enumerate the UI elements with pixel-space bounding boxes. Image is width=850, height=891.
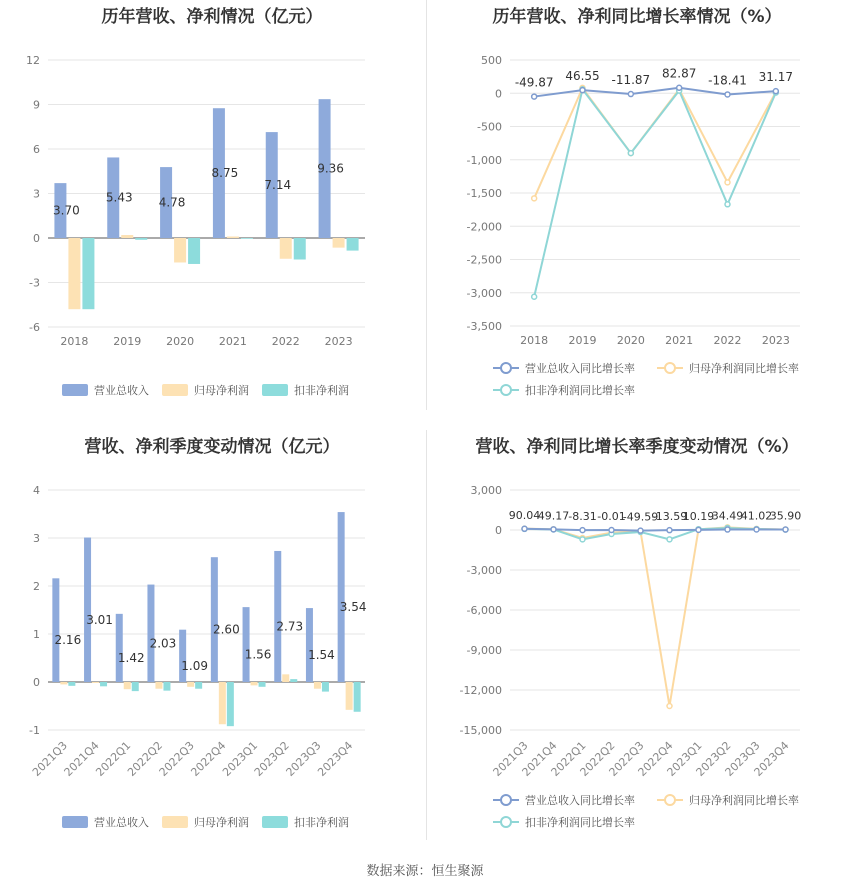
legend-swatch-marker: [665, 363, 675, 373]
data-label: -11.87: [611, 73, 651, 88]
data-point: [754, 527, 759, 532]
y-tick-label: -2,000: [466, 220, 502, 234]
quarterly-growth-rate-chart: [425, 430, 850, 860]
bar: [338, 512, 345, 682]
data-label: 1.56: [244, 647, 272, 662]
data-point: [628, 151, 633, 156]
quarterly-revenue-profit-svg: [0, 430, 425, 860]
bar: [219, 682, 226, 724]
bar: [155, 682, 162, 689]
bar: [282, 674, 289, 682]
annual-growth-rate-svg: [425, 0, 850, 430]
x-tick-label: 2020: [166, 335, 195, 348]
data-label: 82.87: [661, 66, 697, 81]
y-tick-label: -6: [29, 321, 40, 334]
data-point: [580, 537, 585, 542]
bar: [333, 238, 345, 248]
legend-swatch-marker: [501, 817, 511, 827]
bar: [100, 682, 107, 686]
data-label: 2.16: [54, 633, 82, 648]
legend-swatch-marker: [501, 363, 511, 373]
legend-swatch: [62, 384, 88, 396]
bar: [211, 557, 218, 682]
y-tick-label: -1,000: [466, 153, 502, 167]
y-tick-label: 3: [33, 187, 40, 201]
bar: [135, 238, 147, 240]
bar: [314, 682, 321, 689]
y-tick-label: 0: [33, 232, 40, 245]
x-tick-label: 2022: [271, 335, 300, 348]
bar: [290, 679, 297, 682]
data-point: [638, 528, 643, 533]
bar: [174, 238, 186, 262]
legend-swatch: [262, 384, 288, 396]
bar: [354, 682, 361, 712]
series-line: [525, 527, 786, 706]
y-tick-label: 3: [33, 532, 40, 545]
data-point: [783, 527, 788, 532]
y-tick-label: -2,500: [466, 253, 502, 267]
x-tick-label: 2022: [713, 334, 742, 347]
y-tick-label: -6,000: [466, 604, 502, 617]
bar: [147, 585, 154, 682]
legend-swatch: [62, 816, 88, 828]
x-tick-label: 2022Q2: [125, 738, 166, 779]
bar: [60, 682, 67, 684]
legend-swatch: [162, 384, 188, 396]
bar: [121, 235, 133, 238]
legend-label: 归母净利润: [194, 816, 249, 829]
series-line: [525, 529, 786, 531]
bar: [259, 682, 266, 687]
data-point: [667, 704, 672, 709]
bar: [195, 682, 202, 689]
x-tick-label: 2021: [218, 335, 247, 348]
y-tick-label: 0: [495, 524, 502, 537]
bar: [243, 607, 250, 682]
y-tick-label: -1: [29, 724, 40, 737]
x-tick-label: 2023: [324, 335, 353, 348]
data-point: [677, 85, 682, 90]
legend-label: 归母净利润同比增长率: [689, 794, 799, 807]
bar: [68, 238, 80, 309]
y-tick-label: -3: [29, 276, 40, 290]
legend-label: 归母净利润同比增长率: [689, 362, 799, 375]
legend-label: 营业总收入同比增长率: [525, 362, 635, 375]
data-label: 35.90: [769, 509, 802, 523]
data-point: [667, 528, 672, 533]
data-point: [551, 527, 556, 532]
x-tick-label: 2022Q4: [635, 738, 676, 779]
x-tick-label: 2019: [113, 335, 142, 348]
y-tick-label: -9,000: [466, 644, 502, 657]
y-tick-label: 3,000: [470, 484, 502, 497]
data-point: [725, 92, 730, 97]
data-label: 34.49: [711, 509, 744, 523]
legend-swatch-marker: [501, 385, 511, 395]
data-label: 9.36: [317, 161, 344, 176]
bar: [68, 682, 75, 686]
legend-label: 营业总收入: [94, 384, 149, 397]
data-label: 2.03: [149, 636, 177, 651]
data-label: 1.54: [308, 648, 335, 663]
bar: [84, 538, 91, 682]
x-tick-label: 2022Q3: [606, 738, 647, 779]
bar: [92, 682, 99, 683]
data-label: 2.73: [276, 619, 304, 634]
bar: [241, 238, 253, 239]
x-tick-label: 2022Q3: [156, 738, 197, 779]
data-label: 1.42: [117, 650, 145, 665]
data-label: 3.54: [339, 600, 367, 615]
x-tick-label: 2023Q2: [251, 738, 292, 779]
x-tick-label: 2022Q4: [188, 738, 229, 779]
data-label: 49.17: [537, 509, 570, 523]
bar: [124, 682, 131, 689]
data-label: -49.87: [514, 75, 554, 90]
bar: [274, 551, 281, 682]
y-tick-label: 0: [33, 676, 40, 689]
y-tick-label: 0: [495, 87, 502, 101]
y-tick-label: -12,000: [459, 684, 502, 697]
y-tick-label: -1,500: [466, 187, 502, 200]
y-tick-label: -3,000: [466, 564, 502, 577]
x-tick-label: 2023Q4: [751, 738, 792, 779]
data-label: 5.43: [105, 190, 133, 205]
data-label: 46.55: [565, 69, 600, 84]
bar: [82, 238, 94, 309]
data-source-note: 数据来源：恒生聚源: [366, 864, 484, 879]
data-label: 1.09: [181, 658, 209, 673]
y-tick-label: 12: [26, 54, 40, 67]
x-tick-label: 2022Q1: [548, 738, 589, 779]
chart-title: 营收、净利同比增长率季度变动情况（%）: [475, 437, 799, 457]
legend-label: 扣非净利润: [294, 816, 349, 829]
y-tick-label: -15,000: [459, 724, 502, 737]
data-point: [667, 537, 672, 542]
legend-label: 归母净利润: [194, 384, 249, 397]
x-tick-label: 2023Q1: [220, 738, 261, 779]
x-tick-label: 2021: [665, 334, 694, 347]
data-label: 3.01: [86, 612, 113, 627]
bar: [116, 614, 123, 682]
x-tick-label: 2023Q2: [693, 738, 734, 779]
legend-swatch-marker: [665, 795, 675, 805]
bar: [52, 578, 59, 682]
data-label: 31.17: [758, 70, 794, 85]
data-label: -0.01: [597, 510, 626, 524]
bar: [188, 238, 200, 264]
data-point: [628, 92, 633, 97]
data-point: [532, 94, 537, 99]
bar: [306, 608, 313, 682]
data-point: [609, 528, 614, 533]
series-line: [534, 88, 776, 97]
bar: [347, 238, 359, 251]
data-point: [725, 527, 730, 532]
bar: [346, 682, 353, 710]
y-tick-label: 4: [33, 484, 40, 497]
legend-swatch: [162, 816, 188, 828]
y-tick-label: 500: [481, 54, 502, 67]
x-tick-label: 2020: [616, 334, 645, 347]
bar: [294, 238, 306, 260]
x-tick-label: 2022Q1: [93, 738, 134, 779]
y-tick-label: -500: [477, 120, 502, 134]
data-label: 41.02: [740, 509, 773, 523]
bar: [251, 682, 258, 685]
data-label: 90.04: [508, 508, 541, 522]
x-tick-label: 2021Q3: [490, 738, 531, 779]
y-tick-label: 2: [33, 580, 40, 593]
x-tick-label: 2023Q4: [315, 738, 356, 779]
annual-growth-rate-chart: [425, 0, 850, 430]
data-point: [522, 526, 527, 531]
legend-label: 营业总收入: [94, 816, 149, 829]
quarterly-growth-rate-svg: [425, 430, 850, 860]
y-tick-label: 1: [33, 628, 40, 641]
bar: [132, 682, 139, 691]
legend-label: 扣非净利润: [294, 384, 349, 397]
x-tick-label: 2018: [520, 334, 549, 347]
data-point: [580, 88, 585, 93]
data-label: -8.31: [568, 510, 597, 524]
data-point: [696, 527, 701, 532]
bar: [227, 682, 234, 726]
legend-label: 扣非净利润同比增长率: [525, 384, 635, 397]
x-tick-label: 2023: [761, 334, 790, 347]
chart-title: 历年营收、净利情况（亿元）: [101, 7, 323, 27]
x-tick-label: 2019: [568, 334, 597, 347]
data-label: 7.14: [264, 178, 292, 193]
data-point: [532, 294, 537, 299]
x-tick-label: 2023Q3: [722, 738, 763, 779]
data-point: [532, 196, 537, 201]
data-point: [725, 180, 730, 185]
data-label: 8.75: [211, 166, 239, 181]
y-tick-label: 6: [33, 143, 40, 156]
data-label: -13.59: [651, 510, 688, 524]
data-label: 2.60: [212, 622, 240, 637]
x-tick-label: 2021Q3: [29, 738, 70, 779]
data-label: -18.41: [708, 73, 747, 88]
legend-label: 扣非净利润同比增长率: [525, 816, 635, 829]
y-tick-label: -3,000: [466, 286, 502, 300]
x-tick-label: 2022Q2: [577, 738, 618, 779]
data-point: [773, 89, 778, 94]
data-label: 3.70: [53, 203, 80, 218]
x-tick-label: 2021Q4: [61, 738, 102, 779]
chart-title: 营收、净利季度变动情况（亿元）: [84, 437, 340, 457]
legend-swatch: [262, 816, 288, 828]
data-label: 10.19: [682, 509, 715, 523]
bar: [163, 682, 170, 691]
legend-label: 营业总收入同比增长率: [525, 794, 635, 807]
bar: [322, 682, 329, 692]
data-label: 4.78: [158, 195, 186, 210]
bar: [280, 238, 292, 259]
x-tick-label: 2018: [60, 335, 89, 348]
bar: [227, 237, 239, 238]
annual-revenue-profit-chart: [0, 0, 425, 430]
y-tick-label: -3,500: [466, 320, 502, 333]
quarterly-revenue-profit-chart: [0, 430, 425, 860]
x-tick-label: 2021Q4: [519, 738, 560, 779]
bar: [187, 682, 194, 687]
legend-swatch-marker: [501, 795, 511, 805]
bar: [179, 630, 186, 682]
data-point: [725, 202, 730, 207]
data-label: -49.59: [622, 510, 659, 524]
annual-revenue-profit-svg: [0, 0, 425, 430]
x-tick-label: 2023Q1: [664, 738, 705, 779]
y-tick-label: 9: [33, 98, 40, 112]
x-tick-label: 2023Q3: [283, 738, 324, 779]
data-point: [580, 528, 585, 533]
chart-title: 历年营收、净利同比增长率情况（%）: [492, 7, 782, 27]
